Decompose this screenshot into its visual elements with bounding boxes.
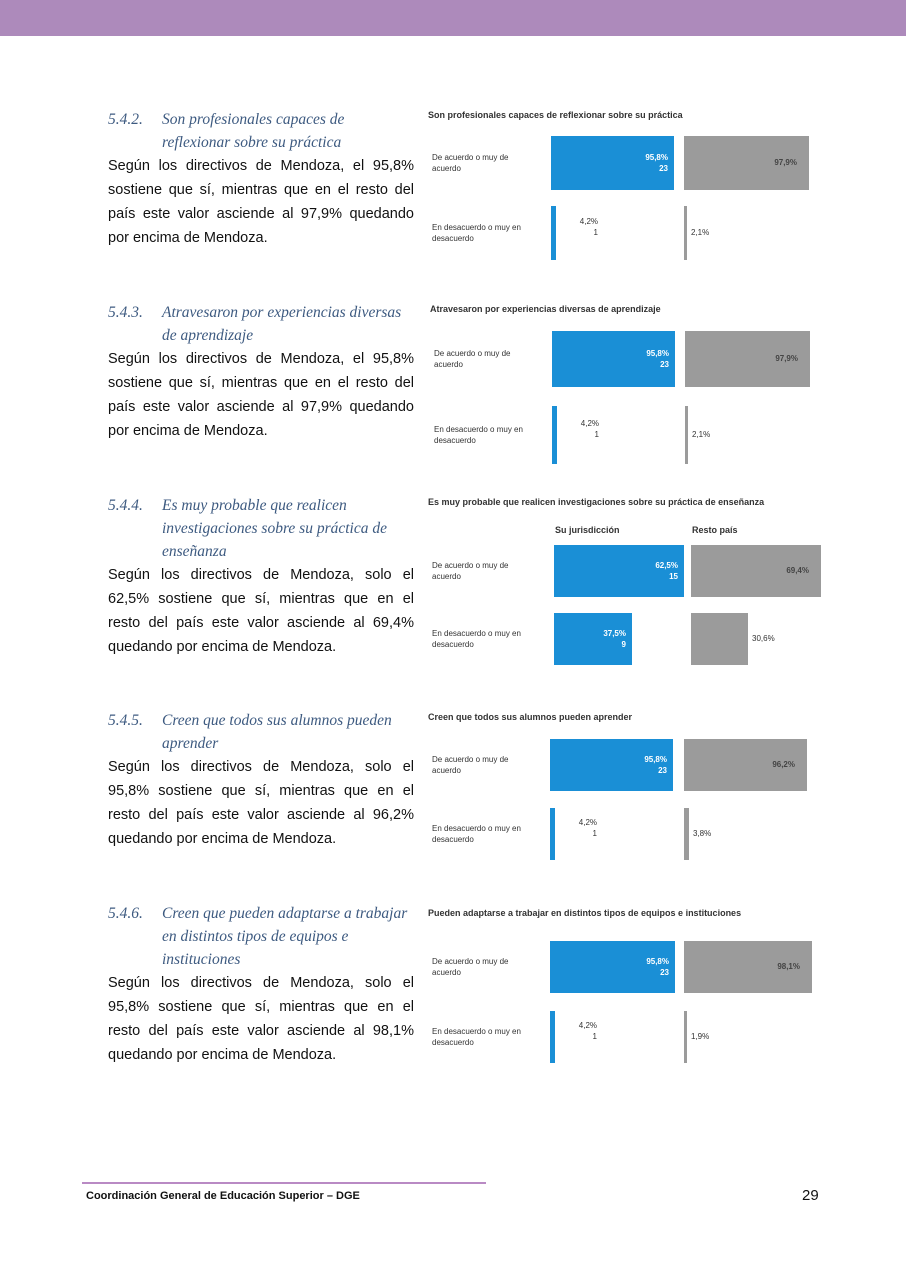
value-label-resto: 98,1% bbox=[777, 962, 800, 971]
value-label-jurisdiccion: 4,2% 1 bbox=[579, 217, 598, 237]
value-label-resto: 97,9% bbox=[774, 158, 797, 167]
chart-title: Son profesionales capaces de reflexionar sobre su práctica bbox=[428, 110, 683, 120]
section-title: Creen que pueden adaptarse a trabajar en distintos tipos de equipos e instituciones bbox=[162, 905, 408, 968]
section-paragraph: Según los directivos de Mendoza, solo el 62,5% sostiene que sí, mientras que en el resto del país este valor asciende al 69,4% quedando por encima de Mendoza. bbox=[108, 567, 414, 655]
row-label: De acuerdo o muy de acuerdo bbox=[432, 755, 509, 775]
bar-jurisdiccion bbox=[550, 1011, 555, 1063]
section-number: 5.4.2. bbox=[108, 111, 143, 128]
value-label-jurisdiccion: 62,5% 15 bbox=[655, 561, 678, 581]
bar-jurisdiccion bbox=[552, 406, 557, 464]
chart-title: Creen que todos sus alumnos pueden aprender bbox=[428, 712, 633, 722]
value-label-jurisdiccion: 4,2% 1 bbox=[578, 818, 597, 838]
section-paragraph: Según los directivos de Mendoza, solo el 95,8% sostiene que sí, mientras que en el resto del país este valor asciende al 98,1% quedando por encima de Mendoza. bbox=[108, 975, 414, 1063]
section-paragraph: Según los directivos de Mendoza, solo el 95,8% sostiene que sí, mientras que en el resto del país este valor asciende al 96,2% quedando por encima de Mendoza. bbox=[108, 759, 414, 847]
chart-reflexionar bbox=[428, 110, 818, 260]
footer-divider bbox=[82, 1182, 486, 1184]
section-title: Atravesaron por experiencias diversas de aprendizaje bbox=[162, 304, 402, 344]
value-label-jurisdiccion: 95,8% 23 bbox=[644, 755, 667, 775]
row-label: En desacuerdo o muy en desacuerdo bbox=[432, 824, 521, 844]
row-label: De acuerdo o muy de acuerdo bbox=[432, 957, 509, 977]
chart-experiencias bbox=[430, 304, 820, 466]
section-paragraph: Según los directivos de Mendoza, el 95,8% sostiene que sí, mientras que en el resto del país este valor asciende al 97,9% quedando por encima de Mendoza. bbox=[108, 158, 414, 246]
row-label: En desacuerdo o muy en desacuerdo bbox=[434, 425, 523, 445]
section-number: 5.4.6. bbox=[108, 905, 143, 922]
value-label-jurisdiccion: 4,2% 1 bbox=[578, 1021, 597, 1041]
section-5-4-4 bbox=[108, 494, 414, 659]
value-label-resto: 2,1% bbox=[692, 430, 711, 439]
value-label-jurisdiccion: 4,2% 1 bbox=[580, 419, 599, 439]
bar-resto bbox=[684, 1011, 687, 1063]
section-heading bbox=[108, 301, 414, 347]
section-paragraph: Según los directivos de Mendoza, el 95,8% sostiene que sí, mientras que en el resto del país este valor asciende al 97,9% quedando por encima de Mendoza. bbox=[108, 351, 414, 439]
section-heading bbox=[108, 902, 414, 971]
section-title: Es muy probable que realicen investigaciones sobre su práctica de enseñanza bbox=[162, 497, 387, 560]
value-label-jurisdiccion: 95,8% 23 bbox=[645, 153, 668, 173]
row-label: De acuerdo o muy de acuerdo bbox=[434, 349, 511, 369]
section-heading bbox=[108, 709, 414, 755]
value-label-jurisdiccion: 37,5% 9 bbox=[603, 629, 626, 649]
chart-adaptarse bbox=[428, 908, 820, 1066]
bar-resto bbox=[685, 406, 688, 464]
footer-text: Coordinación General de Educación Superior – DGE bbox=[86, 1190, 360, 1202]
value-label-resto: 69,4% bbox=[786, 566, 809, 575]
value-label-resto: 97,9% bbox=[775, 354, 798, 363]
row-label: En desacuerdo o muy en desacuerdo bbox=[432, 223, 521, 243]
bar-resto bbox=[684, 808, 689, 860]
section-title: Creen que todos sus alumnos pueden aprender bbox=[162, 712, 392, 752]
row-label: En desacuerdo o muy en desacuerdo bbox=[432, 629, 521, 649]
bar-resto bbox=[691, 613, 748, 665]
header-bar bbox=[0, 0, 906, 36]
chart-alumnos bbox=[428, 712, 820, 862]
chart-title: Pueden adaptarse a trabajar en distintos tipos de equipos e instituciones bbox=[428, 908, 742, 918]
section-5-4-6 bbox=[108, 902, 414, 1067]
value-label-resto: 1,9% bbox=[691, 1032, 710, 1041]
value-label-resto: 2,1% bbox=[691, 228, 710, 237]
row-label: En desacuerdo o muy en desacuerdo bbox=[432, 1027, 521, 1047]
section-heading bbox=[108, 494, 414, 563]
value-label-resto: 30,6% bbox=[752, 634, 775, 643]
section-number: 5.4.5. bbox=[108, 712, 143, 729]
column-header-resto: Resto país bbox=[692, 525, 738, 535]
chart-title: Atravesaron por experiencias diversas de aprendizaje bbox=[430, 304, 661, 314]
section-number: 5.4.4. bbox=[108, 497, 143, 514]
section-5-4-5 bbox=[108, 709, 414, 851]
value-label-jurisdiccion: 95,8% 23 bbox=[646, 349, 669, 369]
column-header-jurisdiccion: Su jurisdicción bbox=[555, 525, 620, 535]
section-number: 5.4.3. bbox=[108, 304, 143, 321]
bar-jurisdiccion bbox=[551, 206, 556, 260]
row-label: De acuerdo o muy de acuerdo bbox=[432, 153, 509, 173]
section-5-4-2 bbox=[108, 108, 414, 250]
value-label-resto: 3,8% bbox=[693, 829, 712, 838]
bar-resto bbox=[684, 206, 687, 260]
value-label-resto: 96,2% bbox=[772, 760, 795, 769]
bar-jurisdiccion bbox=[550, 808, 555, 860]
chart-title: Es muy probable que realicen investigaciones sobre su práctica de enseñanza bbox=[428, 497, 765, 507]
chart-investigaciones bbox=[428, 497, 820, 669]
section-5-4-3 bbox=[108, 301, 414, 443]
section-title: Son profesionales capaces de reflexionar sobre su práctica bbox=[162, 111, 345, 151]
section-heading bbox=[108, 108, 414, 154]
value-label-jurisdiccion: 95,8% 23 bbox=[646, 957, 669, 977]
row-label: De acuerdo o muy de acuerdo bbox=[432, 561, 509, 581]
page-number: 29 bbox=[802, 1187, 819, 1204]
